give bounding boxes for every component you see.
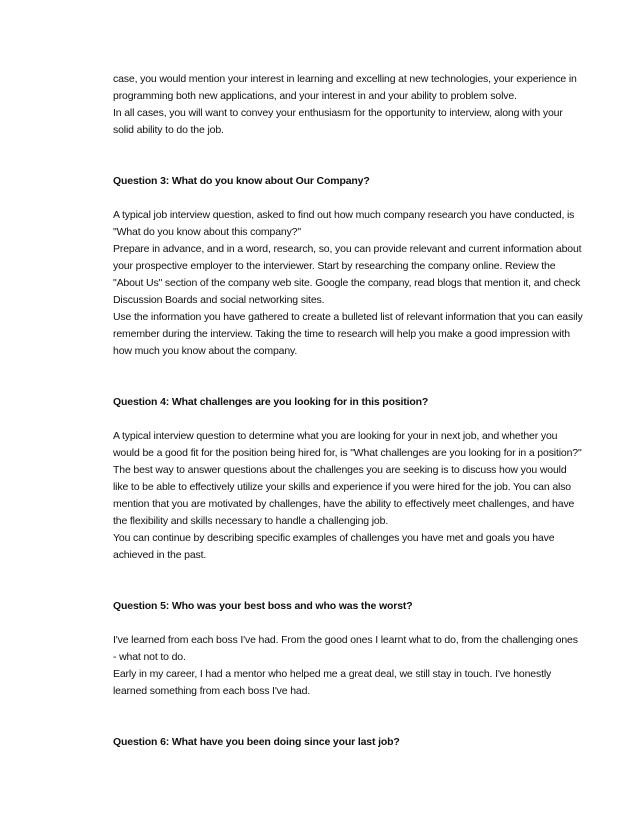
question-4-paragraph-2: The best way to answer questions about the challenges you are seeking is to discuss how you would like to be able to effectively utilize your skills and experience if you were hired for the job. You can also mention that you are motivated by challenges, have the ability to effectively meet challenges, and have the flexibility and skills necessary to handle a challenging job. xyxy=(113,464,575,527)
question-5-paragraph-2: Early in my career, I had a mentor who helped me a great deal, we still stay in touch. I've honestly learned something from each boss I've had. xyxy=(113,668,552,697)
section-spacer xyxy=(113,139,583,173)
question-3-heading: Question 3: What do you know about Our Company? xyxy=(113,175,370,187)
question-4-paragraph-3: You can continue by describing specific examples of challenges you have met and goals you have achieved in the past. xyxy=(113,532,555,561)
section-spacer xyxy=(113,700,583,734)
question-4-paragraph-1: A typical interview question to determine what you are looking for your in next job, and whether you would be a good fit for the position being hired for, is "What challenges are you looking for in a position?" xyxy=(113,430,582,459)
heading-spacer xyxy=(113,411,583,428)
intro-block xyxy=(113,71,583,139)
question-4-heading: Question 4: What challenges are you looking for in this position? xyxy=(113,396,429,408)
heading-spacer xyxy=(113,190,583,207)
section-question-5 xyxy=(113,598,583,700)
question-6-heading: Question 6: What have you been doing since your last job? xyxy=(113,736,400,748)
section-question-3 xyxy=(113,173,583,360)
document-body xyxy=(113,71,583,751)
section-question-4 xyxy=(113,394,583,564)
section-question-6 xyxy=(113,734,583,751)
question-3-paragraph-1: A typical job interview question, asked to find out how much company research you have conducted, is "What do you know about this company?" xyxy=(113,209,575,238)
question-5-paragraph-1: I've learned from each boss I've had. From the good ones I learnt what to do, from the challenging ones - what not to do. xyxy=(113,634,578,663)
question-5-heading: Question 5: Who was your best boss and who was the worst? xyxy=(113,600,413,612)
question-3-paragraph-3: Use the information you have gathered to create a bulleted list of relevant information that you can easily remember during the interview. Taking the time to research will help you make a good impression with how much you know about the company. xyxy=(113,311,583,357)
intro-paragraph-1: case, you would mention your interest in learning and excelling at new technologies, your experience in programming both new applications, and your interest in and your ability to problem solve. xyxy=(113,73,577,102)
section-spacer xyxy=(113,360,583,394)
question-3-paragraph-2: Prepare in advance, and in a word, research, so, you can provide relevant and current information about your prospective employer to the interviewer. Start by researching the company online. Review the "About Us" section of the company web site. Google the company, read blogs that mention it, and check Discussion Boards and social networking sites. xyxy=(113,243,582,306)
section-spacer xyxy=(113,564,583,598)
heading-spacer xyxy=(113,615,583,632)
intro-paragraph-2: In all cases, you will want to convey your enthusiasm for the opportunity to interview, along with your solid ability to do the job. xyxy=(113,107,563,136)
